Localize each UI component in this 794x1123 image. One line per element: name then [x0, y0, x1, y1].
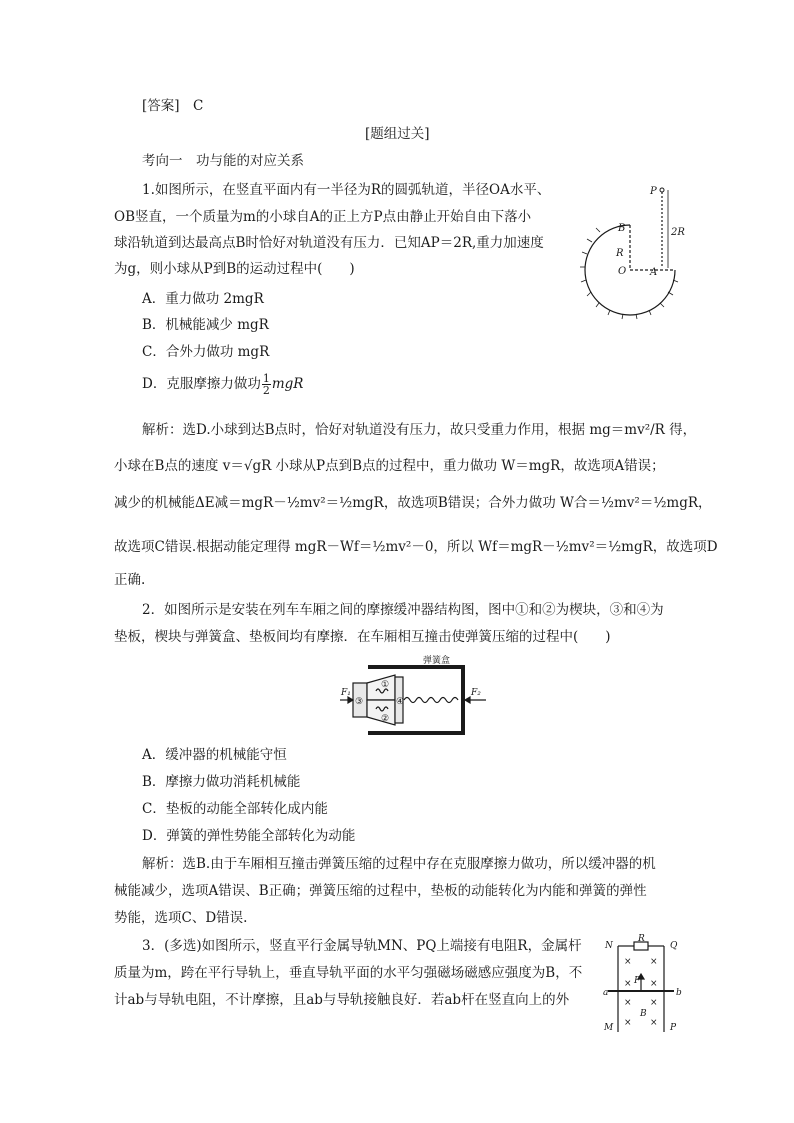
q1-option-b: B．机械能减少 mgR	[142, 317, 269, 333]
label-p: P	[650, 186, 657, 197]
label-m: M	[604, 1023, 614, 1033]
q1-solution-line-3: 减少的机械能ΔE减＝mgR－½mv²＝½mgR，故选项B错误；合外力做功 W合＝½mv²＝½mgR，	[114, 495, 712, 511]
q2-text-line-1: 2．如图所示是安装在列车车厢之间的摩擦缓冲器结构图，图中①和②为楔块，③和④为	[142, 602, 664, 618]
label-f2: F₂	[471, 688, 481, 698]
svg-text:×: ×	[650, 979, 658, 989]
svg-text:×: ×	[650, 998, 658, 1008]
q2-solution-line-3: 势能，选项C、D错误.	[114, 910, 248, 926]
svg-text:×: ×	[624, 998, 632, 1008]
q1-option-c: C．合外力做功 mgR	[142, 344, 270, 360]
label-plate-4: ④	[396, 697, 405, 707]
label-p: P	[670, 1023, 677, 1033]
q1-option-a: A．重力做功 2mgR	[142, 291, 264, 307]
label-f1: F₁	[341, 688, 351, 698]
label-a: A	[650, 267, 658, 278]
svg-text:×: ×	[624, 1018, 632, 1028]
q2-option-b: B．摩擦力做功消耗机械能	[142, 774, 301, 790]
q1-text-line-1: 1.如图所示，在竖直平面内有一半径为R的圆弧轨道，半径OA水平、	[142, 182, 551, 198]
q1-solution-line-2: 小球在B点的速度 v＝√gR 小球从P点到B点的过程中，重力做功 W＝mgR，故选项A错误；	[114, 458, 665, 474]
label-spring-box: 弹簧盒	[423, 656, 451, 666]
half-fraction: $\frac{1}{2}$	[262, 372, 270, 397]
q1-option-d-label: D．克服摩擦力做功	[142, 376, 261, 392]
label-plate-3: ③	[355, 697, 364, 707]
svg-text:×: ×	[650, 957, 658, 967]
q2-solution-line-2: 械能减少，选项A错误、B正确；弹簧压缩的过程中，垫板的动能转化为内能和弹簧的弹性	[114, 883, 647, 899]
q2-option-c: C．垫板的动能全部转化成内能	[142, 801, 328, 817]
q1-text-line-4: 为g，则小球从P到B的运动过程中( )	[114, 261, 355, 277]
label-field-b: B	[640, 1009, 647, 1019]
q3-text-line-2: 质量为m，跨在平行导轨上，垂直导轨平面的水平匀强磁场磁感应强度为B，不	[114, 965, 583, 981]
q1-solution-line-5: 正确.	[114, 572, 146, 588]
label-r: R	[616, 248, 624, 259]
label-b: b	[676, 988, 682, 998]
figure-friction-buffer	[338, 655, 488, 740]
q1-text-line-3: 球沿轨道到达最高点B时恰好对轨道没有压力．已知AP＝2R,重力加速度	[114, 235, 544, 251]
label-q: Q	[670, 941, 678, 951]
q2-option-d: D．弹簧的弹性势能全部转化为动能	[142, 828, 356, 844]
q1-solution-line-4: 故选项C错误.根据动能定理得 mgR－Wf＝½mv²－0，所以 Wf＝mgR－½mv²＝½mgR，故选项D	[114, 539, 718, 555]
label-wedge-2: ②	[381, 714, 390, 724]
q1-solution-line-1: 解析：选D.小球到达B点时，恰好对轨道没有压力，故只受重力作用，根据 mg＝mv²/R 得，	[142, 422, 697, 438]
label-resistor-r: R	[638, 934, 645, 944]
topic-heading: 考向一 功与能的对应关系	[142, 153, 304, 169]
figure-rails-magnetic-field	[598, 934, 688, 1034]
svg-text:×: ×	[624, 957, 632, 967]
label-wedge-1: ①	[381, 680, 390, 690]
label-b: B	[618, 223, 626, 234]
figure-circular-track	[570, 180, 690, 320]
answer-line: [答案] C	[142, 98, 204, 114]
q3-text-line-1: 3．(多选)如图所示，竖直平行金属导轨MN、PQ上端接有电阻R，金属杆	[142, 938, 582, 954]
label-a: a	[603, 988, 609, 998]
q2-option-a: A．缓冲器的机械能守恒	[142, 747, 287, 763]
q3-text-line-3: 计ab与导轨电阻，不计摩擦，且ab与导轨接触良好．若ab杆在竖直向上的外	[114, 992, 570, 1008]
svg-text:×: ×	[650, 1018, 658, 1028]
q2-solution-line-1: 解析：选B.由于车厢相互撞击弹簧压缩的过程中存在克服摩擦力做功，所以缓冲器的机	[142, 856, 656, 872]
label-2r: 2R	[671, 227, 685, 238]
label-o: O	[618, 266, 627, 277]
label-n: N	[605, 941, 613, 951]
label-force-f: F	[634, 976, 641, 986]
section-title: [题组过关]	[365, 126, 430, 142]
svg-text:×: ×	[624, 979, 632, 989]
q2-text-line-2: 垫板，楔块与弹簧盒、垫板间均有摩擦．在车厢相互撞击使弹簧压缩的过程中( )	[114, 629, 611, 645]
q1-text-line-2: OB竖直，一个质量为m的小球自A的正上方P点由静止开始自由下落小	[114, 209, 532, 225]
q1-option-d: D．克服摩擦力做功 $\frac{1}{2}$ mgR	[142, 372, 304, 397]
